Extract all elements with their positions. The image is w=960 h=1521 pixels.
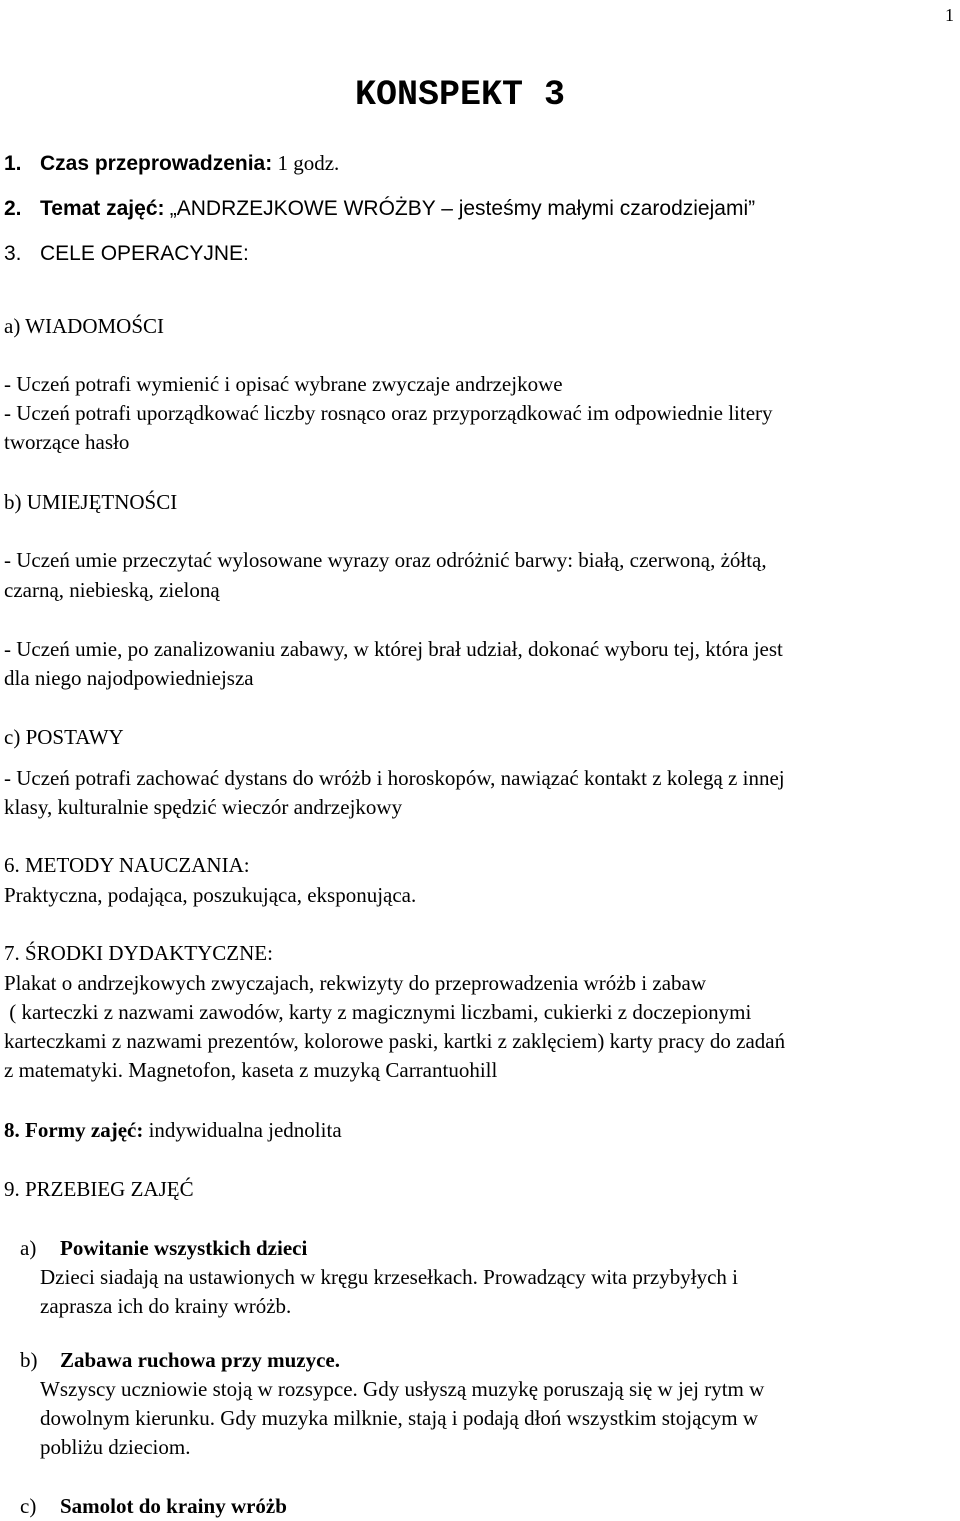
goals-knowledge-heading: a) WIADOMOŚCI bbox=[4, 314, 165, 338]
goal-line: dla niego najodpowiedniejsza bbox=[4, 666, 254, 690]
item-label: Czas przeprowadzenia: bbox=[40, 152, 273, 175]
item-label: Temat zajęć: bbox=[40, 197, 165, 220]
goal-line: - Uczeń potrafi wymienić i opisać wybrane zwyczaje andrzejkowe bbox=[4, 372, 563, 396]
step-line: pobliżu dzieciom. bbox=[40, 1435, 191, 1459]
header-item-goals bbox=[4, 243, 249, 264]
goal-line: czarną, niebieską, zieloną bbox=[4, 578, 220, 602]
aids-line: karteczkami z nazwami prezentów, kolorowe paski, kartki z zaklęciem) karty pracy do zadań bbox=[4, 1029, 786, 1053]
methods-text: Praktyczna, podająca, poszukująca, eksponująca. bbox=[4, 883, 417, 907]
header-item-topic bbox=[4, 198, 755, 219]
item-value: 1 godz. bbox=[277, 151, 340, 175]
step-title: Powitanie wszystkich dzieci bbox=[60, 1236, 308, 1260]
procedure-step-b-heading bbox=[20, 1350, 340, 1371]
item-number: 3. bbox=[4, 242, 22, 265]
procedure-step-a-heading bbox=[20, 1238, 307, 1259]
goal-line: klasy, kulturalnie spędzić wieczór andrzejkowy bbox=[4, 795, 403, 819]
goal-line: - Uczeń umie, po zanalizowaniu zabawy, w której brał udział, dokonać wyboru tej, która jest bbox=[4, 637, 783, 661]
procedure-heading: 9. PRZEBIEG ZAJĘĆ bbox=[4, 1177, 194, 1201]
forms-row bbox=[4, 1120, 342, 1141]
step-line: Wszyscy uczniowie stoją w rozsypce. Gdy usłyszą muzykę poruszają się w jej rytm w bbox=[40, 1377, 765, 1401]
methods-heading: 6. METODY NAUCZANIA: bbox=[4, 853, 250, 877]
procedure-step-c-heading bbox=[20, 1496, 287, 1517]
item-value: „ANDRZEJKOWE WRÓŻBY – jesteśmy małymi czarodziejami” bbox=[169, 197, 756, 220]
step-letter: b) bbox=[20, 1348, 38, 1372]
step-letter: a) bbox=[20, 1236, 37, 1260]
goals-attitudes-heading: c) POSTAWY bbox=[4, 725, 124, 749]
aids-line: z matematyki. Magnetofon, kaseta z muzyką Carrantuohill bbox=[4, 1058, 498, 1082]
step-line: zaprasza ich do krainy wróżb. bbox=[40, 1294, 292, 1318]
aids-line: Plakat o andrzejkowych zwyczajach, rekwizyty do przeprowadzenia wróżb i zabaw bbox=[4, 971, 707, 995]
goal-line: - Uczeń umie przeczytać wylosowane wyrazy oraz odróżnić barwy: białą, czerwoną, żółtą, bbox=[4, 548, 767, 572]
step-line: Dzieci siadają na ustawionych w kręgu krzesełkach. Prowadzący wita przybyłych i bbox=[40, 1265, 738, 1289]
goals-skills-heading: b) UMIEJĘTNOŚCI bbox=[4, 490, 178, 514]
step-line: dowolnym kierunku. Gdy muzyka milknie, stają i podają dłoń wszystkim stojącym w bbox=[40, 1406, 758, 1430]
step-letter: c) bbox=[20, 1494, 37, 1518]
item-number: 2. bbox=[4, 197, 22, 220]
aids-heading: 7. ŚRODKI DYDAKTYCZNE: bbox=[4, 941, 273, 965]
forms-label: 8. Formy zajęć: bbox=[4, 1118, 144, 1142]
step-title: Zabawa ruchowa przy muzyce. bbox=[60, 1348, 340, 1372]
goal-line: - Uczeń potrafi zachować dystans do wróżb i horoskopów, nawiązać kontakt z kolegą z innej bbox=[4, 766, 785, 790]
item-number: 1. bbox=[4, 152, 22, 175]
page-title: KONSPEKT 3 bbox=[355, 75, 566, 115]
forms-value: indywidualna jednolita bbox=[148, 1118, 342, 1142]
goal-line: tworzące hasło bbox=[4, 430, 130, 454]
item-label: CELE OPERACYJNE: bbox=[40, 242, 249, 265]
aids-line: ( karteczki z nazwami zawodów, karty z magicznymi liczbami, cukierki z doczepionymi bbox=[4, 1000, 752, 1024]
header-item-duration bbox=[4, 153, 339, 174]
goal-line: - Uczeń potrafi uporządkować liczby rosnąco oraz przyporządkować im odpowiednie litery bbox=[4, 401, 773, 425]
page-number: 1 bbox=[945, 5, 954, 25]
step-title: Samolot do krainy wróżb bbox=[60, 1494, 287, 1518]
